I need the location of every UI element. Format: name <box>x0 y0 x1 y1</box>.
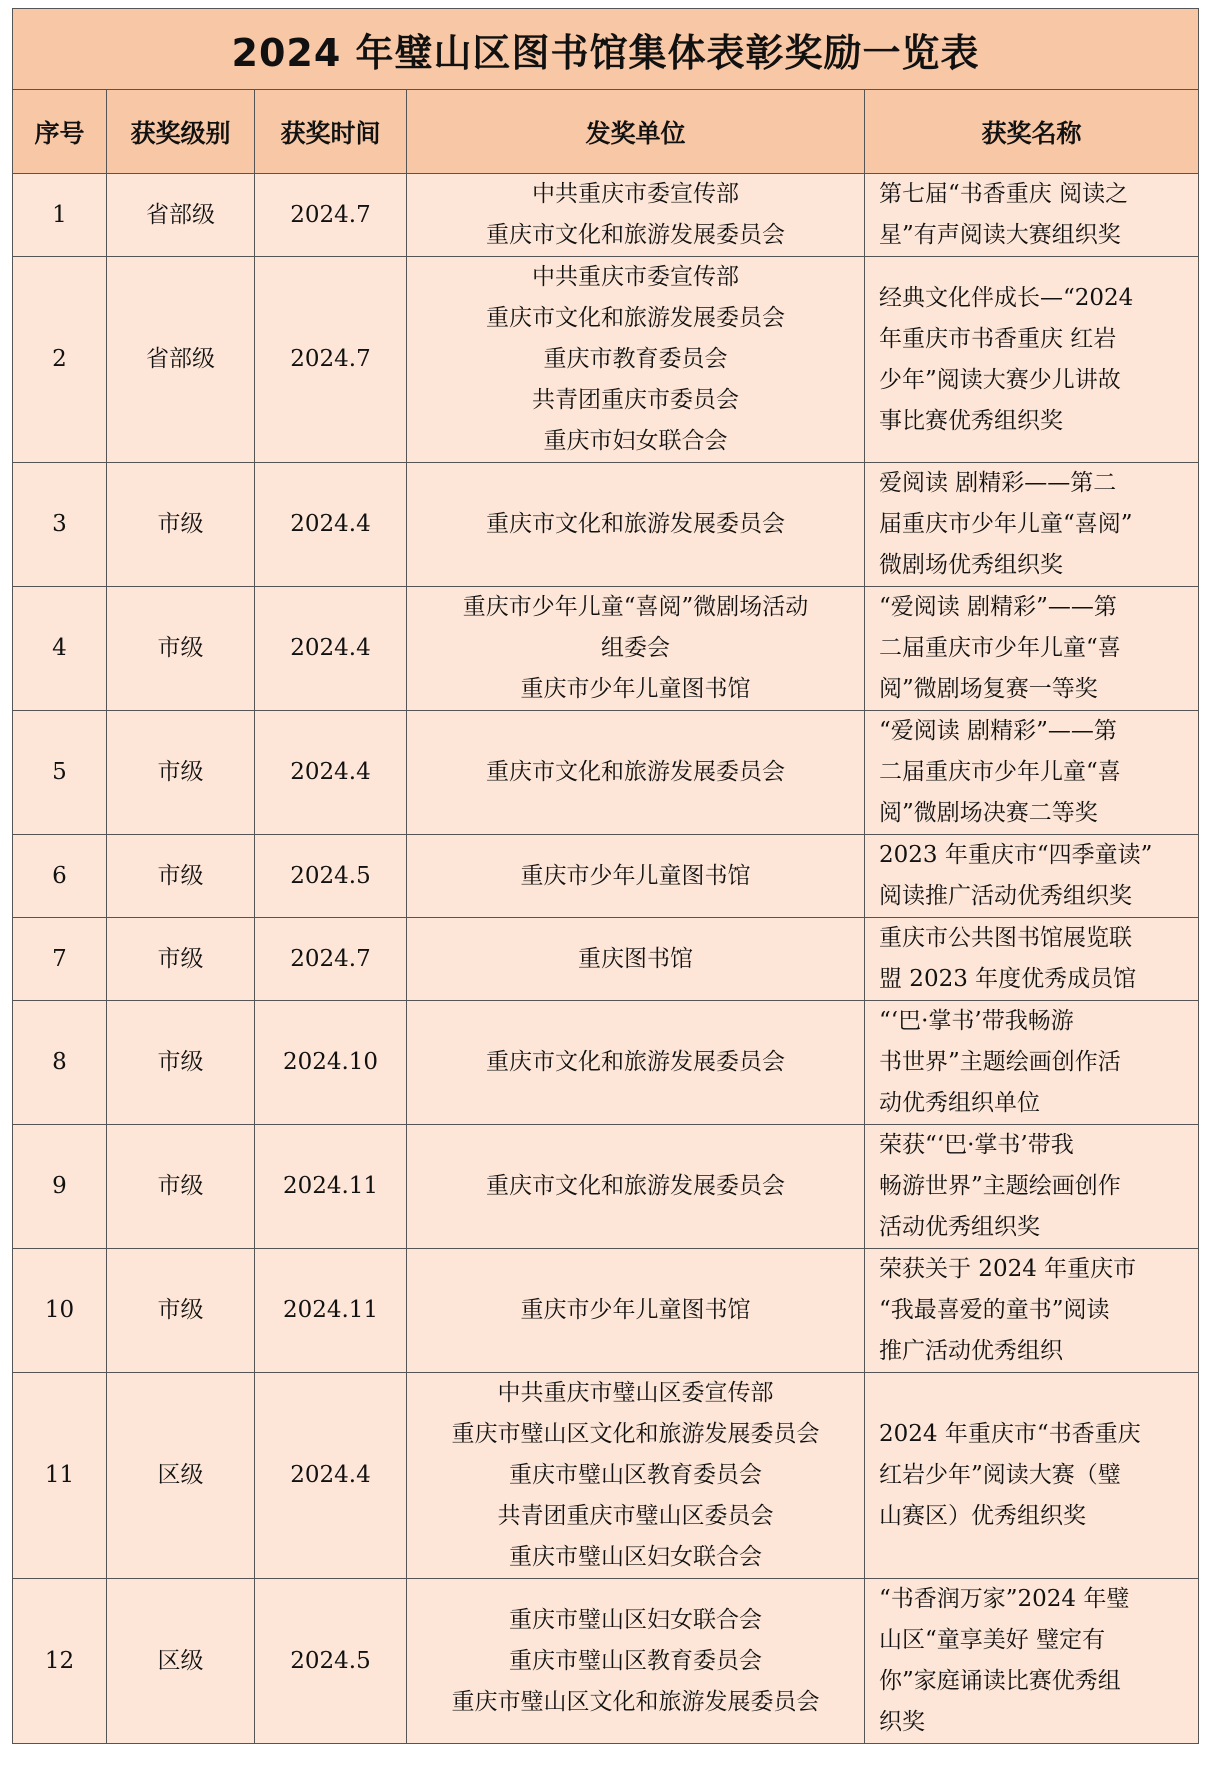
award-level: 区级 <box>107 1373 255 1579</box>
award-name-line: 爱阅读 剧精彩——第二 <box>879 470 1117 496</box>
awards-table <box>12 8 1199 1744</box>
award-name-line: 年重庆市书香重庆 红岩 <box>879 325 1117 352</box>
issuer-line: 重庆市教育委员会 <box>543 346 728 372</box>
issuer-line: 重庆市文化和旅游发展委员会 <box>486 1049 785 1075</box>
award-level: 区级 <box>107 1579 255 1744</box>
header-level: 获奖级别 <box>107 90 255 174</box>
row-number: 12 <box>13 1579 107 1744</box>
award-date: 2024.5 <box>255 835 407 918</box>
award-date: 2024.11 <box>255 1249 407 1373</box>
table-row <box>13 835 1199 918</box>
issuer-line: 中共重庆市委宣传部 <box>532 264 739 290</box>
header-date: 获奖时间 <box>255 90 407 174</box>
issuer-line: 重庆市文化和旅游发展委员会 <box>486 305 785 331</box>
award-name <box>865 918 1199 1001</box>
award-name-line: 2023 年重庆市“四季童读” <box>879 842 1153 868</box>
issuing-units <box>407 587 865 711</box>
award-name-line: 第七届“书香重庆 阅读之 <box>879 181 1129 207</box>
table-row <box>13 1579 1199 1744</box>
issuer-line: 重庆市璧山区妇女联合会 <box>509 1544 762 1570</box>
award-name <box>865 1373 1199 1579</box>
award-name-line: 微剧场优秀组织奖 <box>879 552 1063 578</box>
award-name-line: 事比赛优秀组织奖 <box>879 407 1063 434</box>
award-date: 2024.7 <box>255 918 407 1001</box>
table-title: 2024 年璧山区图书馆集体表彰奖励一览表 <box>13 9 1199 90</box>
award-name-line: “‘巴·掌书’带我畅游 <box>879 1008 1074 1034</box>
award-name-line: 届重庆市少年儿童“喜阅” <box>879 511 1133 537</box>
row-number: 1 <box>13 174 107 257</box>
issuing-units <box>407 1125 865 1249</box>
award-name-line: “爱阅读 剧精彩”——第 <box>879 594 1117 620</box>
award-name-line: “我最喜爱的童书”阅读 <box>879 1297 1110 1323</box>
issuer-line: 重庆市少年儿童“喜阅”微剧场活动 <box>462 594 809 620</box>
issuer-line: 重庆市少年儿童图书馆 <box>520 862 751 889</box>
issuer-line: 中共重庆市委宣传部 <box>532 181 739 207</box>
award-name-line: 山赛区）优秀组织奖 <box>879 1503 1086 1529</box>
award-name-line: 畅游世界”主题绘画创作 <box>879 1173 1121 1199</box>
award-date: 2024.4 <box>255 587 407 711</box>
issuer-line: 组委会 <box>601 635 670 661</box>
table-row <box>13 463 1199 587</box>
award-name <box>865 1579 1199 1744</box>
award-name-line: 书世界”主题绘画创作活 <box>879 1049 1121 1075</box>
award-name-line: 阅”微剧场复赛一等奖 <box>879 676 1098 702</box>
issuing-units <box>407 1373 865 1579</box>
award-name <box>865 174 1199 257</box>
issuer-line: 重庆市璧山区文化和旅游发展委员会 <box>451 1688 820 1715</box>
header-no: 序号 <box>13 90 107 174</box>
award-name-line: 少年”阅读大赛少儿讲故 <box>879 366 1121 393</box>
issuer-line: 重庆市文化和旅游发展委员会 <box>486 759 785 785</box>
issuing-units <box>407 174 865 257</box>
award-name-line: 荣获关于 2024 年重庆市 <box>879 1256 1137 1282</box>
row-number: 9 <box>13 1125 107 1249</box>
award-level: 省部级 <box>107 174 255 257</box>
issuer-line: 重庆市璧山区妇女联合会 <box>509 1606 762 1633</box>
issuing-units <box>407 1579 865 1744</box>
award-level: 市级 <box>107 835 255 918</box>
award-level: 省部级 <box>107 257 255 463</box>
issuing-units <box>407 257 865 463</box>
issuer-line: 中共重庆市璧山区委宣传部 <box>497 1380 774 1406</box>
award-name-line: 二届重庆市少年儿童“喜 <box>879 759 1121 785</box>
award-date: 2024.4 <box>255 1373 407 1579</box>
award-name <box>865 587 1199 711</box>
table-row <box>13 1373 1199 1579</box>
award-name <box>865 1249 1199 1373</box>
issuing-units <box>407 918 865 1001</box>
award-level: 市级 <box>107 587 255 711</box>
issuer-line: 共青团重庆市委员会 <box>532 387 739 413</box>
award-level: 市级 <box>107 1125 255 1249</box>
award-level: 市级 <box>107 711 255 835</box>
issuing-units <box>407 463 865 587</box>
table-body <box>13 174 1199 1744</box>
issuing-units <box>407 835 865 918</box>
row-number: 3 <box>13 463 107 587</box>
table-row <box>13 257 1199 463</box>
table-row <box>13 174 1199 257</box>
award-date: 2024.5 <box>255 1579 407 1744</box>
award-date: 2024.7 <box>255 174 407 257</box>
issuer-line: 重庆市文化和旅游发展委员会 <box>486 1173 785 1199</box>
award-name-line: 织奖 <box>879 1709 925 1735</box>
award-level: 市级 <box>107 463 255 587</box>
issuer-line: 重庆市文化和旅游发展委员会 <box>486 222 785 248</box>
award-date: 2024.4 <box>255 463 407 587</box>
award-name <box>865 1125 1199 1249</box>
award-date: 2024.10 <box>255 1001 407 1125</box>
award-name-line: 阅读推广活动优秀组织奖 <box>879 883 1132 909</box>
award-name-line: “书香润万家”2024 年璧 <box>879 1586 1130 1612</box>
award-name-line: “爱阅读 剧精彩”——第 <box>879 718 1117 744</box>
table-row <box>13 711 1199 835</box>
award-name-line: 红岩少年”阅读大赛（璧 <box>879 1462 1121 1488</box>
header-award: 获奖名称 <box>865 90 1199 174</box>
issuing-units <box>407 1001 865 1125</box>
award-level: 市级 <box>107 1001 255 1125</box>
table-row <box>13 587 1199 711</box>
row-number: 8 <box>13 1001 107 1125</box>
award-name <box>865 257 1199 463</box>
row-number: 11 <box>13 1373 107 1579</box>
award-date: 2024.7 <box>255 257 407 463</box>
issuer-line: 重庆市妇女联合会 <box>543 428 728 454</box>
award-name-line: 重庆市公共图书馆展览联 <box>879 925 1132 951</box>
row-number: 5 <box>13 711 107 835</box>
issuer-line: 重庆市璧山区教育委员会 <box>509 1462 762 1488</box>
award-name-line: 山区“童享美好 璧定有 <box>879 1627 1106 1653</box>
table-row <box>13 1001 1199 1125</box>
award-date: 2024.11 <box>255 1125 407 1249</box>
header-issuer: 发奖单位 <box>407 90 865 174</box>
award-name-line: 星”有声阅读大赛组织奖 <box>879 222 1121 248</box>
row-number: 4 <box>13 587 107 711</box>
award-name-line: 盟 2023 年度优秀成员馆 <box>879 966 1137 992</box>
award-name <box>865 463 1199 587</box>
issuer-line: 重庆市文化和旅游发展委员会 <box>486 511 785 537</box>
award-name-line: 2024 年重庆市“书香重庆 <box>879 1421 1141 1447</box>
issuer-line: 重庆市少年儿童图书馆 <box>520 676 751 702</box>
issuing-units <box>407 1249 865 1373</box>
award-name <box>865 1001 1199 1125</box>
award-name <box>865 711 1199 835</box>
issuer-line: 重庆市少年儿童图书馆 <box>520 1297 751 1323</box>
row-number: 6 <box>13 835 107 918</box>
award-date: 2024.4 <box>255 711 407 835</box>
award-name-line: 动优秀组织单位 <box>879 1090 1040 1116</box>
award-level: 市级 <box>107 918 255 1001</box>
row-number: 7 <box>13 918 107 1001</box>
award-name-line: 你”家庭诵读比赛优秀组 <box>879 1668 1121 1694</box>
table-row <box>13 1249 1199 1373</box>
issuer-line: 重庆市璧山区文化和旅游发展委员会 <box>451 1421 820 1447</box>
table-row <box>13 1125 1199 1249</box>
award-name-line: 活动优秀组织奖 <box>879 1214 1040 1240</box>
issuer-line: 共青团重庆市璧山区委员会 <box>497 1503 774 1529</box>
row-number: 2 <box>13 257 107 463</box>
award-name-line: 荣获“‘巴·掌书’带我 <box>879 1132 1074 1158</box>
award-name-line: 推广活动优秀组织 <box>879 1338 1063 1364</box>
table-row <box>13 918 1199 1001</box>
row-number: 10 <box>13 1249 107 1373</box>
award-name-line: 二届重庆市少年儿童“喜 <box>879 635 1121 661</box>
award-name-line: 阅”微剧场决赛二等奖 <box>879 800 1098 826</box>
award-level: 市级 <box>107 1249 255 1373</box>
issuing-units <box>407 711 865 835</box>
award-name <box>865 835 1199 918</box>
award-name-line: 经典文化伴成长—“2024 <box>879 284 1134 311</box>
issuer-line: 重庆市璧山区教育委员会 <box>509 1647 762 1674</box>
issuer-line: 重庆图书馆 <box>578 945 693 972</box>
